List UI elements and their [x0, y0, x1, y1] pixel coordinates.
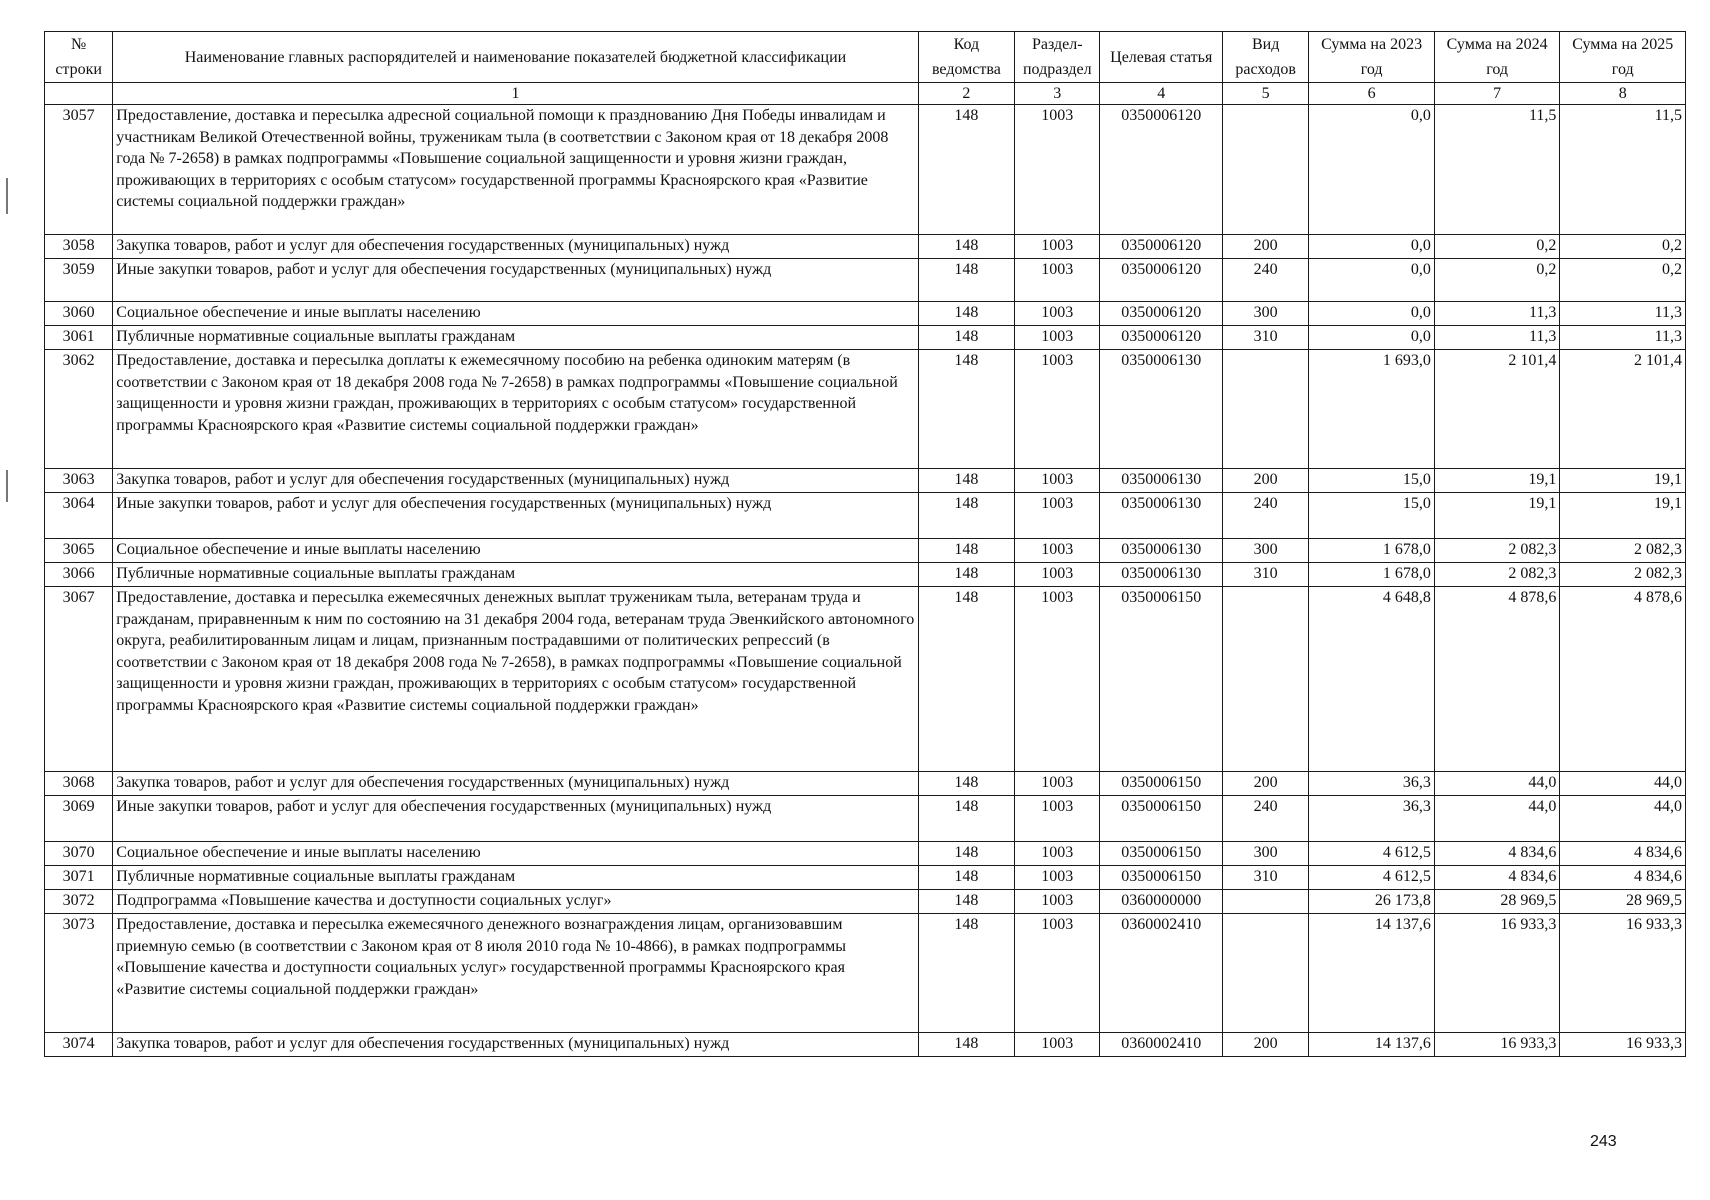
sum-2024: 2 082,3: [1434, 563, 1560, 587]
section-code: 1003: [1015, 842, 1100, 866]
dept-code: 148: [918, 235, 1014, 259]
row-number: 3057: [45, 105, 113, 235]
row-name: Предоставление, доставка и пересылка адресной социальной помощи к празднованию Дня Победы инвалидам и участникам Великой Отечественной войны, труженикам тыла (в соответствии с Законом края от 18 декабря 2008 года № 7-2658) в рамках подпрограммы «Повышение социальной защищенности и уровня жизни граждан, проживающих в территориях с особым статусом» государственной программы Красноярского края «Развитие системы социальной поддержки граждан»: [113, 105, 918, 235]
column-number: 4: [1100, 83, 1223, 105]
sum-2024: 16 933,3: [1434, 914, 1560, 1033]
row-name: Иные закупки товаров, работ и услуг для обеспечения государственных (муниципальных) нужд: [113, 259, 918, 302]
sum-2025: 4 834,6: [1560, 866, 1686, 890]
row-name: Иные закупки товаров, работ и услуг для обеспечения государственных (муниципальных) нужд: [113, 796, 918, 842]
section-code: 1003: [1015, 469, 1100, 493]
row-name: Публичные нормативные социальные выплаты гражданам: [113, 866, 918, 890]
header-sum-2025: Сумма на 2025 год: [1560, 32, 1686, 83]
sum-2024: 2 082,3: [1434, 539, 1560, 563]
sum-2025: 44,0: [1560, 796, 1686, 842]
target-code: 0350006120: [1100, 259, 1223, 302]
header-sum-2023: Сумма на 2023 год: [1309, 32, 1435, 83]
sum-2024: 28 969,5: [1434, 890, 1560, 914]
header-row: [45, 32, 1686, 83]
sum-2023: 0,0: [1309, 259, 1435, 302]
sum-2025: 11,3: [1560, 326, 1686, 350]
target-code: 0360002410: [1100, 914, 1223, 1033]
table-body: [45, 105, 1686, 1057]
sum-2024: 2 101,4: [1434, 350, 1560, 469]
row-name: Публичные нормативные социальные выплаты гражданам: [113, 326, 918, 350]
table-row: [45, 326, 1686, 350]
section-code: 1003: [1015, 302, 1100, 326]
table-row: [45, 539, 1686, 563]
expense-type: 310: [1222, 866, 1308, 890]
sum-2024: 11,3: [1434, 302, 1560, 326]
table-row: [45, 259, 1686, 302]
sum-2024: 11,3: [1434, 326, 1560, 350]
sum-2023: 1 678,0: [1309, 539, 1435, 563]
row-number: 3060: [45, 302, 113, 326]
expense-type: [1222, 890, 1308, 914]
target-code: 0350006130: [1100, 539, 1223, 563]
dept-code: 148: [918, 539, 1014, 563]
row-number: 3061: [45, 326, 113, 350]
sum-2023: 1 693,0: [1309, 350, 1435, 469]
table-row: [45, 563, 1686, 587]
table-row: [45, 866, 1686, 890]
sum-2024: 0,2: [1434, 259, 1560, 302]
expense-type: 310: [1222, 563, 1308, 587]
sum-2024: 16 933,3: [1434, 1033, 1560, 1057]
expense-type: 300: [1222, 539, 1308, 563]
column-number: 1: [113, 83, 918, 105]
dept-code: 148: [918, 105, 1014, 235]
section-code: 1003: [1015, 866, 1100, 890]
section-code: 1003: [1015, 259, 1100, 302]
header-row-no: № строки: [45, 32, 113, 83]
expense-type: 240: [1222, 493, 1308, 539]
target-code: 0350006120: [1100, 326, 1223, 350]
target-code: 0350006120: [1100, 302, 1223, 326]
sum-2024: 11,5: [1434, 105, 1560, 235]
sum-2025: 16 933,3: [1560, 1033, 1686, 1057]
sum-2023: 0,0: [1309, 302, 1435, 326]
row-number: 3058: [45, 235, 113, 259]
sum-2025: 0,2: [1560, 259, 1686, 302]
section-code: 1003: [1015, 587, 1100, 772]
row-number: 3062: [45, 350, 113, 469]
expense-type: 300: [1222, 302, 1308, 326]
section-code: 1003: [1015, 772, 1100, 796]
target-code: 0350006130: [1100, 350, 1223, 469]
expense-type: [1222, 105, 1308, 235]
row-name: Закупка товаров, работ и услуг для обеспечения государственных (муниципальных) нужд: [113, 235, 918, 259]
dept-code: 148: [918, 259, 1014, 302]
row-number: 3072: [45, 890, 113, 914]
column-number: [45, 83, 113, 105]
target-code: 0360000000: [1100, 890, 1223, 914]
dept-code: 148: [918, 1033, 1014, 1057]
sum-2023: 14 137,6: [1309, 914, 1435, 1033]
scan-artifact-mark: [6, 178, 8, 214]
dept-code: 148: [918, 890, 1014, 914]
sum-2025: 19,1: [1560, 469, 1686, 493]
expense-type: 200: [1222, 1033, 1308, 1057]
sum-2025: 19,1: [1560, 493, 1686, 539]
dept-code: 148: [918, 866, 1014, 890]
row-name: Подпрограмма «Повышение качества и доступности социальных услуг»: [113, 890, 918, 914]
section-code: 1003: [1015, 1033, 1100, 1057]
column-number: 8: [1560, 83, 1686, 105]
budget-table: [44, 31, 1686, 1057]
sum-2025: 11,5: [1560, 105, 1686, 235]
target-code: 0350006120: [1100, 105, 1223, 235]
section-code: 1003: [1015, 493, 1100, 539]
sum-2024: 19,1: [1434, 469, 1560, 493]
sum-2024: 4 834,6: [1434, 842, 1560, 866]
table-row: [45, 796, 1686, 842]
table-row: [45, 350, 1686, 469]
sum-2023: 0,0: [1309, 105, 1435, 235]
target-code: 0350006150: [1100, 796, 1223, 842]
expense-type: 300: [1222, 842, 1308, 866]
row-number: 3064: [45, 493, 113, 539]
expense-type: 200: [1222, 469, 1308, 493]
section-code: 1003: [1015, 796, 1100, 842]
sum-2023: 15,0: [1309, 469, 1435, 493]
table-row: [45, 772, 1686, 796]
sum-2023: 15,0: [1309, 493, 1435, 539]
table-row: [45, 842, 1686, 866]
row-number: 3070: [45, 842, 113, 866]
row-number: 3059: [45, 259, 113, 302]
sum-2025: 11,3: [1560, 302, 1686, 326]
column-number: 2: [918, 83, 1014, 105]
header-name: Наименование главных распорядителей и наименование показателей бюджетной классификации: [113, 32, 918, 83]
sum-2025: 2 082,3: [1560, 563, 1686, 587]
dept-code: 148: [918, 326, 1014, 350]
sum-2024: 0,2: [1434, 235, 1560, 259]
dept-code: 148: [918, 587, 1014, 772]
target-code: 0350006120: [1100, 235, 1223, 259]
column-number: 6: [1309, 83, 1435, 105]
dept-code: 148: [918, 914, 1014, 1033]
section-code: 1003: [1015, 563, 1100, 587]
column-number-row: [45, 83, 1686, 105]
section-code: 1003: [1015, 326, 1100, 350]
header-section: Раздел-подраздел: [1015, 32, 1100, 83]
target-code: 0350006130: [1100, 469, 1223, 493]
sum-2023: 4 612,5: [1309, 842, 1435, 866]
dept-code: 148: [918, 772, 1014, 796]
row-name: Предоставление, доставка и пересылка ежемесячных денежных выплат труженикам тыла, ветеранам труда и гражданам, приравненным к ним по состоянию на 31 декабря 2004 года, ветеранам труда Эвенкийского автономного округа, реабилитированным лицам и лицам, признанным пострадавшими от политических репрессий (в соответствии с Законом края от 18 декабря 2008 года № 7-2658), в рамках подпрограммы «Повышение социальной защищенности и уровня жизни граждан, проживающих в территориях с особым статусом» государственной программы Красноярского края «Развитие системы социальной поддержки граждан»: [113, 587, 918, 772]
sum-2024: 44,0: [1434, 796, 1560, 842]
expense-type: 240: [1222, 796, 1308, 842]
sum-2023: 36,3: [1309, 772, 1435, 796]
page-number: 243: [1590, 1133, 1617, 1150]
sum-2025: 2 082,3: [1560, 539, 1686, 563]
dept-code: 148: [918, 842, 1014, 866]
section-code: 1003: [1015, 350, 1100, 469]
row-name: Иные закупки товаров, работ и услуг для обеспечения государственных (муниципальных) нужд: [113, 493, 918, 539]
sum-2025: 28 969,5: [1560, 890, 1686, 914]
sum-2025: 2 101,4: [1560, 350, 1686, 469]
dept-code: 148: [918, 469, 1014, 493]
target-code: 0350006130: [1100, 493, 1223, 539]
table-row: [45, 587, 1686, 772]
row-name: Закупка товаров, работ и услуг для обеспечения государственных (муниципальных) нужд: [113, 772, 918, 796]
sum-2025: 4 834,6: [1560, 842, 1686, 866]
row-number: 3066: [45, 563, 113, 587]
expense-type: 200: [1222, 235, 1308, 259]
target-code: 0350006150: [1100, 587, 1223, 772]
row-name: Предоставление, доставка и пересылка доплаты к ежемесячному пособию на ребенка одиноким матерям (в соответствии с Законом края от 18 декабря 2008 года № 7-2658) в рамках подпрограммы «Повышение социальной защищенности и уровня жизни граждан, проживающих в территориях с особым статусом» государственной программы Красноярского края «Развитие системы социальной поддержки граждан»: [113, 350, 918, 469]
table-row: [45, 105, 1686, 235]
section-code: 1003: [1015, 235, 1100, 259]
target-code: 0350006130: [1100, 563, 1223, 587]
sum-2024: 44,0: [1434, 772, 1560, 796]
sum-2024: 19,1: [1434, 493, 1560, 539]
dept-code: 148: [918, 796, 1014, 842]
table-row: [45, 493, 1686, 539]
sum-2023: 36,3: [1309, 796, 1435, 842]
header-sum-2024: Сумма на 2024 год: [1434, 32, 1560, 83]
header-target: Целевая статья: [1100, 32, 1223, 83]
row-number: 3071: [45, 866, 113, 890]
sum-2023: 0,0: [1309, 326, 1435, 350]
column-number: 7: [1434, 83, 1560, 105]
table-row: [45, 302, 1686, 326]
target-code: 0350006150: [1100, 772, 1223, 796]
sum-2023: 4 648,8: [1309, 587, 1435, 772]
row-number: 3067: [45, 587, 113, 772]
section-code: 1003: [1015, 890, 1100, 914]
row-name: Социальное обеспечение и иные выплаты населению: [113, 842, 918, 866]
expense-type: 240: [1222, 259, 1308, 302]
column-number: 5: [1222, 83, 1308, 105]
target-code: 0350006150: [1100, 842, 1223, 866]
column-number: 3: [1015, 83, 1100, 105]
target-code: 0350006150: [1100, 866, 1223, 890]
expense-type: 200: [1222, 772, 1308, 796]
row-name: Социальное обеспечение и иные выплаты населению: [113, 302, 918, 326]
row-name: Социальное обеспечение и иные выплаты населению: [113, 539, 918, 563]
expense-type: [1222, 914, 1308, 1033]
sum-2023: 4 612,5: [1309, 866, 1435, 890]
sum-2024: 4 878,6: [1434, 587, 1560, 772]
expense-type: [1222, 587, 1308, 772]
row-number: 3065: [45, 539, 113, 563]
row-number: 3074: [45, 1033, 113, 1057]
row-name: Публичные нормативные социальные выплаты гражданам: [113, 563, 918, 587]
sum-2023: 1 678,0: [1309, 563, 1435, 587]
sum-2024: 4 834,6: [1434, 866, 1560, 890]
table-row: [45, 890, 1686, 914]
header-expense-type: Вид расходов: [1222, 32, 1308, 83]
dept-code: 148: [918, 493, 1014, 539]
row-number: 3069: [45, 796, 113, 842]
section-code: 1003: [1015, 105, 1100, 235]
sum-2025: 0,2: [1560, 235, 1686, 259]
row-number: 3073: [45, 914, 113, 1033]
sum-2025: 16 933,3: [1560, 914, 1686, 1033]
table-row: [45, 235, 1686, 259]
dept-code: 148: [918, 350, 1014, 469]
table-row: [45, 1033, 1686, 1057]
sum-2025: 44,0: [1560, 772, 1686, 796]
dept-code: 148: [918, 302, 1014, 326]
section-code: 1003: [1015, 914, 1100, 1033]
expense-type: 310: [1222, 326, 1308, 350]
scan-artifact-mark: [6, 470, 8, 502]
row-name: Закупка товаров, работ и услуг для обеспечения государственных (муниципальных) нужд: [113, 469, 918, 493]
row-number: 3068: [45, 772, 113, 796]
dept-code: 148: [918, 563, 1014, 587]
row-name: Закупка товаров, работ и услуг для обеспечения государственных (муниципальных) нужд: [113, 1033, 918, 1057]
target-code: 0360002410: [1100, 1033, 1223, 1057]
sum-2023: 14 137,6: [1309, 1033, 1435, 1057]
sum-2025: 4 878,6: [1560, 587, 1686, 772]
table-row: [45, 469, 1686, 493]
expense-type: [1222, 350, 1308, 469]
sum-2023: 0,0: [1309, 235, 1435, 259]
row-name: Предоставление, доставка и пересылка ежемесячного денежного вознаграждения лицам, организовавшим приемную семью (в соответствии с Законом края от 8 июля 2010 года № 10-4866), в рамках подпрограммы «Повышение качества и доступности социальных услуг» государственной программы Красноярского края «Развитие системы социальной поддержки граждан»: [113, 914, 918, 1033]
section-code: 1003: [1015, 539, 1100, 563]
sum-2023: 26 173,8: [1309, 890, 1435, 914]
header-dept-code: Код ведомства: [918, 32, 1014, 83]
table-row: [45, 914, 1686, 1033]
row-number: 3063: [45, 469, 113, 493]
